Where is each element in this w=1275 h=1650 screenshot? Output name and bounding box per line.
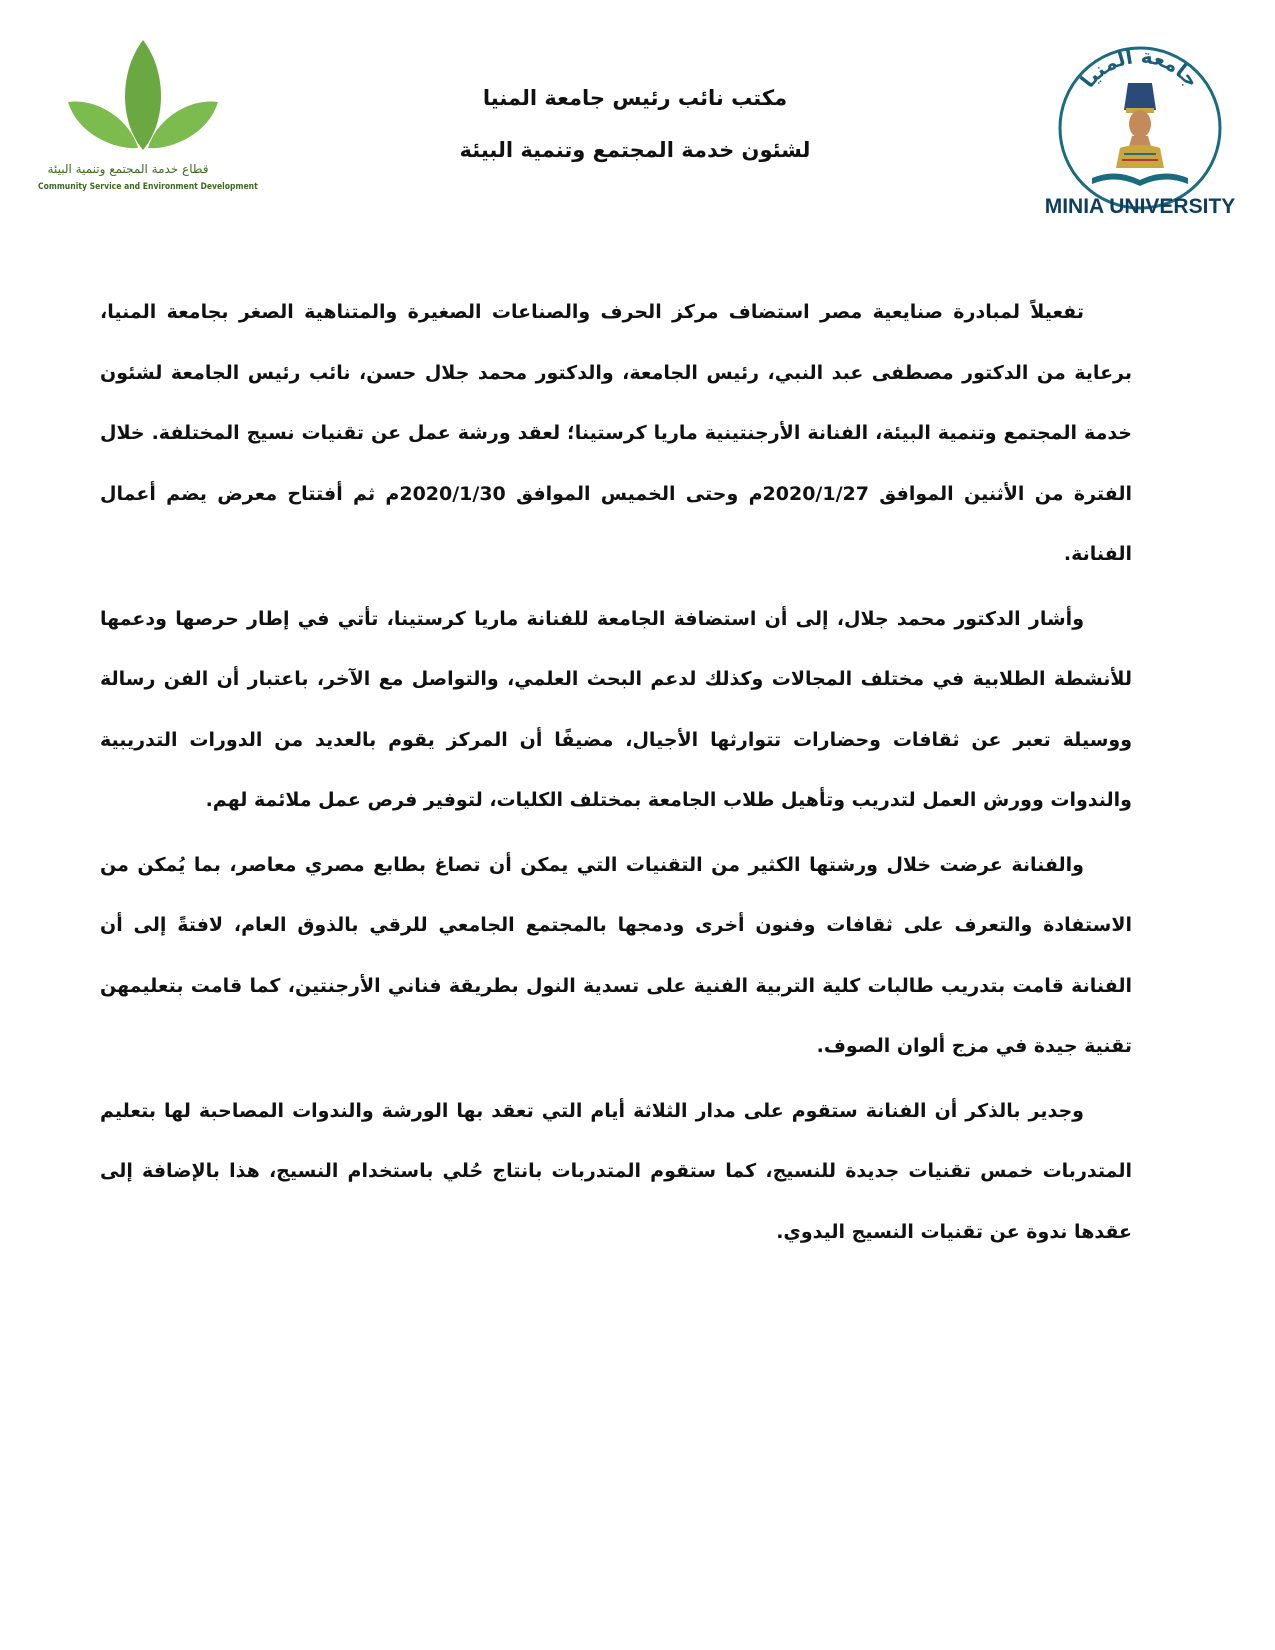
paragraph: وجدير بالذكر أن الفنانة ستقوم على مدار الثلاثة أيام التي تعقد بها الورشة والندوات المصاحبة لها بتعليم المتدربات خمس تقنيات جديدة للنسيج، كما ستقوم المتدربات بانتاج حُلي باستخدام النسيج، هذا بالإضافة إلى عقدها ندوة عن تقنيات النسيج اليدوي.	[100, 1099, 1132, 1243]
logo-english-text: MINIA UNIVERSITY	[1044, 195, 1236, 218]
header-title-line2: لشئون خدمة المجتمع وتنمية البيئة	[459, 138, 811, 162]
article-body	[100, 282, 1132, 1266]
logo-arabic-text: جامعة المنيا	[1075, 43, 1205, 93]
community-service-logo	[38, 40, 258, 200]
nefertiti-bust-icon	[1116, 83, 1164, 168]
paragraph: والفنانة عرضت خلال ورشتها الكثير من التقنيات التي يمكن أن تصاغ بطابع مصري معاصر، بما يُمكن من الاستفادة والتعرف على ثقافات وفنون أخرى ودمجها بالمجتمع الجامعي للرقي بالذوق العام، لافتةً إلى أن الفنانة قامت بتدريب طالبات كلية التربية الفنية على تسدية النول بطريقة فناني الأرجنتين، كما قامت بتعليمهن تقنية جيدة في مزج ألوان الصوف.	[100, 853, 1132, 1057]
logo-arabic-text: قطاع خدمة المجتمع وتنمية البيئة	[47, 162, 209, 176]
paragraph: تفعيلاً لمبادرة صنايعية مصر استضاف مركز الحرف والصناعات الصغيرة والمتناهية الصغر بجامعة المنيا، برعاية من الدكتور مصطفى عبد النبي، رئيس الجامعة، والدكتور محمد جلال حسن، نائب رئيس الجامعة لشئون خدمة المجتمع وتنمية البيئة، الفنانة الأرجنتينية ماريا كرستينا؛ لعقد ورشة عمل عن تقنيات نسيج المختلفة. خلال الفترة من الأثنين الموافق 2020/1/27م وحتى الخميس الموافق 2020/1/30م ثم أفتتاح معرض يضم أعمال الفنانة.	[100, 301, 1132, 565]
header-title-line1: مكتب نائب رئيس جامعة المنيا	[482, 86, 788, 110]
minia-university-logo	[1040, 28, 1240, 228]
three-green-leaves-icon	[68, 40, 218, 155]
paragraph: وأشار الدكتور محمد جلال، إلى أن استضافة الجامعة للفنانة ماريا كرستينا، تأتي في إطار حرصها ودعمها للأنشطة الطلابية في مختلف المجالات وكذلك لدعم البحث العلمي، والتواصل مع الآخر، باعتبار أن الفن رسالة ووسيلة تعبر عن ثقافات وحضارات تتوارثها الأجيال، مضيفًا أن المركز يقوم بالعديد من الدورات التدريبية والندوات وورش العمل لتدريب وتأهيل طلاب الجامعة بمختلف الكليات، لتوفير فرص عمل ملائمة لهم.	[100, 607, 1132, 811]
logo-english-text: Community Service and Environment Development	[38, 182, 258, 192]
page-header	[380, 72, 890, 176]
